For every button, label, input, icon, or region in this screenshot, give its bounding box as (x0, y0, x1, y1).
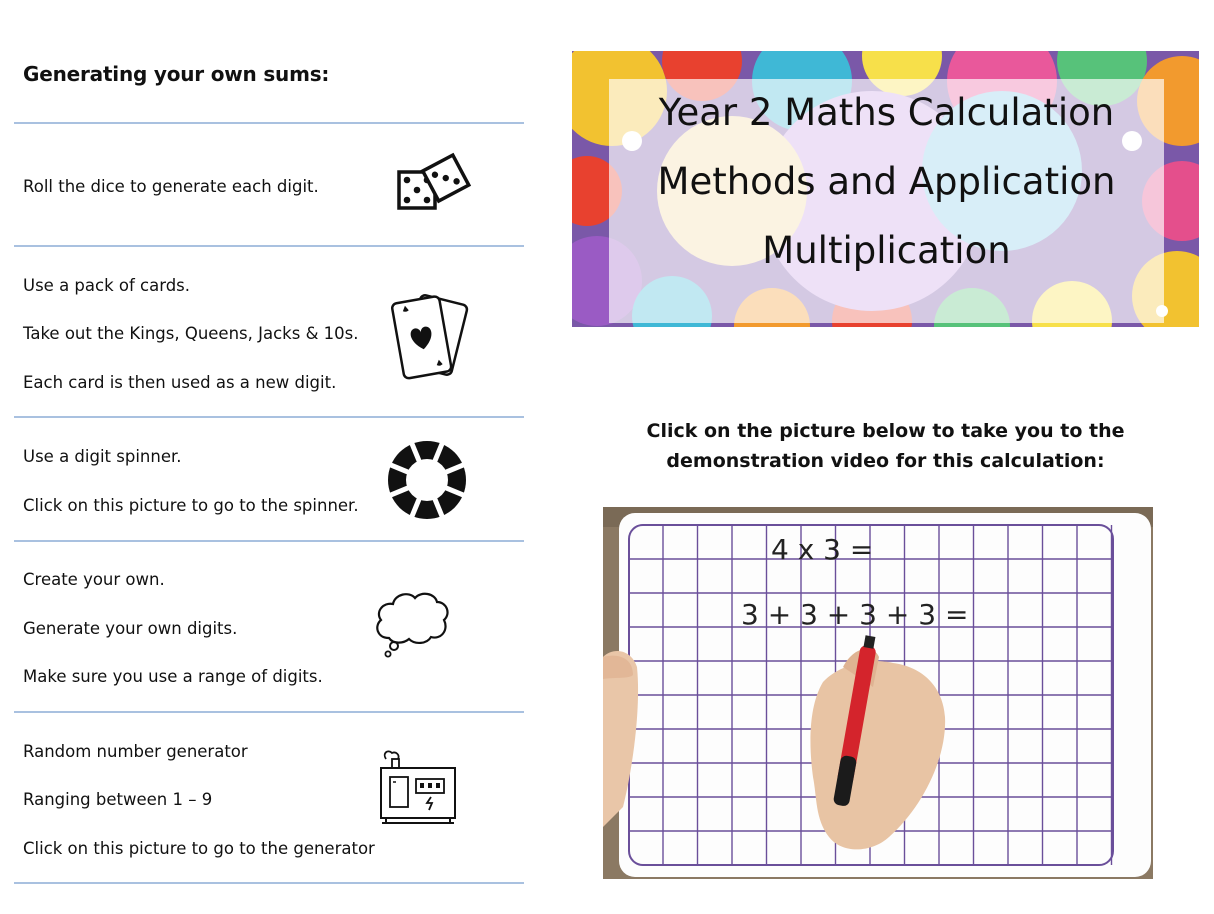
thought-cloud-icon (371, 588, 451, 665)
section-heading: Generating your own sums: (23, 62, 330, 86)
divider (14, 122, 524, 124)
banner-title-line-1: Year 2 Maths Calculation (658, 91, 1115, 134)
spinner-text-1: Use a digit spinner. (23, 447, 182, 466)
divider (14, 540, 524, 542)
own-text-2: Generate your own digits. (23, 619, 238, 638)
board-equation-2: 3 + 3 + 3 + 3 = (741, 598, 969, 631)
banner-title-line-2: Methods and Application (657, 160, 1116, 203)
dice-text: Roll the dice to generate each digit. (23, 177, 319, 196)
title-banner (572, 51, 1199, 327)
generator-machine-icon[interactable] (378, 747, 458, 832)
cards-text-3: Each card is then used as a new digit. (23, 373, 337, 392)
divider (14, 245, 524, 247)
video-instruction: Click on the picture below to take you to the demonstration video for this calculation: (646, 420, 1125, 472)
demonstration-video-thumbnail[interactable] (603, 507, 1153, 879)
generator-text-1: Random number generator (23, 742, 248, 761)
generator-text-2: Ranging between 1 – 9 (23, 790, 213, 809)
divider (14, 882, 524, 884)
divider (14, 416, 524, 418)
board-equation-1: 4 x 3 = (771, 533, 874, 566)
banner-title-line-3: Multiplication (762, 229, 1011, 272)
divider (14, 711, 524, 713)
spinner-wheel-icon[interactable] (386, 439, 468, 526)
playing-cards-icon (386, 291, 474, 388)
dice-icon (396, 150, 472, 219)
spinner-text-2: Click on this picture to go to the spinner. (23, 496, 359, 515)
own-text-3: Make sure you use a range of digits. (23, 667, 323, 686)
whiteboard-image (603, 507, 1153, 879)
generator-text-3: Click on this picture to go to the generator (23, 839, 375, 858)
own-text-1: Create your own. (23, 570, 165, 589)
cards-text-1: Use a pack of cards. (23, 276, 191, 295)
cards-text-2: Take out the Kings, Queens, Jacks & 10s. (23, 324, 359, 343)
